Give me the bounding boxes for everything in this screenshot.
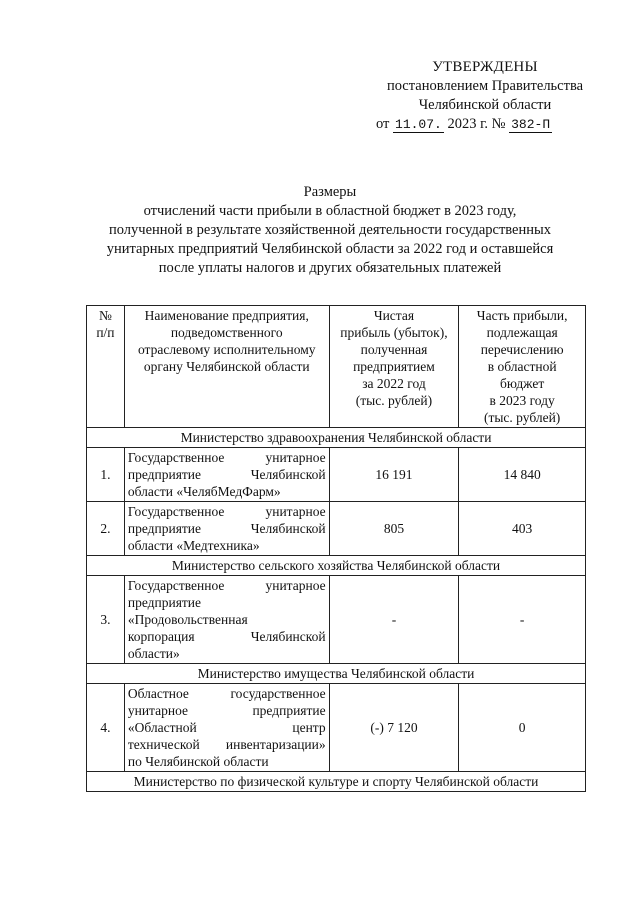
approval-heading: УТВЕРЖДЕНЫ [432, 59, 538, 75]
header-line: бюджет [500, 376, 545, 391]
name-word: Государственное [127, 450, 225, 465]
profit-share-value: 403 [459, 502, 586, 556]
header-line: отраслевому исполнительному [137, 342, 316, 357]
header-line: предприятием [353, 359, 435, 374]
name-word: государственное [230, 686, 326, 701]
header-line: Часть прибыли, [476, 308, 568, 323]
enterprise-name [124, 448, 329, 502]
title-line-3: полученной в результате хозяйственной деятельности государственных [108, 222, 551, 238]
table-header-row [87, 306, 586, 428]
profit-table [86, 305, 586, 792]
name-word: унитарное [265, 578, 326, 593]
approval-date-line [360, 115, 610, 134]
header-line: Наименование предприятия, [144, 308, 309, 323]
name-word: Государственное [127, 578, 225, 593]
enterprise-name-line [128, 503, 326, 520]
header-line: в 2023 году [489, 393, 555, 408]
profit-share-value: 0 [459, 684, 586, 772]
header-line: перечислению [480, 342, 564, 357]
name-word: унитарное [265, 450, 326, 465]
ministry-name: Министерство сельского хозяйства Челябинской области [87, 556, 586, 576]
approval-block [360, 58, 610, 134]
table-row [87, 684, 586, 772]
name-word: предприятие [127, 595, 202, 610]
name-word: Государственное [127, 504, 225, 519]
enterprise-name-line [128, 702, 326, 719]
enterprise-name-line [128, 466, 326, 483]
row-number: 4. [87, 684, 125, 772]
decree-number: 382-П [511, 117, 551, 132]
header-line: прибыль (убыток), [340, 325, 448, 340]
name-word: корпорация [127, 629, 195, 644]
header-enterprise-name [124, 306, 329, 428]
enterprise-name-line [128, 753, 326, 770]
table-row [87, 502, 586, 556]
header-line: (тыс. рублей) [355, 393, 433, 408]
name-word: по Челябинской области [127, 754, 269, 769]
name-word: технической [127, 737, 200, 752]
year-part: 2023 г. № [447, 116, 506, 132]
ministry-row [87, 772, 586, 792]
name-word: Областное [127, 686, 189, 701]
name-word: «Продовольственная [127, 612, 248, 627]
title-line-1: Размеры [303, 184, 357, 200]
ministry-name: Министерство здравоохранения Челябинской области [87, 428, 586, 448]
enterprise-name [124, 502, 329, 556]
header-line: № [98, 308, 112, 323]
table-body [87, 428, 586, 792]
name-word: области «Медтехника» [127, 538, 260, 553]
enterprise-name-line [128, 537, 326, 554]
title-line-5: после уплаты налогов и других обязательных платежей [158, 260, 502, 276]
enterprise-name-line [128, 719, 326, 736]
name-word: Челябинской [250, 629, 326, 644]
header-line: подлежащая [486, 325, 558, 340]
enterprise-name-line [128, 736, 326, 753]
name-word: Челябинской [250, 467, 326, 482]
header-net-profit [329, 306, 459, 428]
name-word: инвентаризации» [225, 737, 326, 752]
enterprise-name-line [128, 483, 326, 500]
profit-share-value: - [459, 576, 586, 664]
name-word: предприятие [127, 521, 202, 536]
ministry-row [87, 664, 586, 684]
net-profit-value: 16 191 [329, 448, 459, 502]
name-word: области» [127, 646, 180, 661]
ministry-row [87, 556, 586, 576]
header-profit-share [459, 306, 586, 428]
title-line-2: отчислений части прибыли в областной бюджет в 2023 году, [143, 203, 517, 219]
enterprise-name [124, 684, 329, 772]
enterprise-name-line [128, 645, 326, 662]
title-line-4: унитарных предприятий Челябинской области за 2022 год и оставшейся [106, 241, 554, 257]
enterprise-name-line [128, 577, 326, 594]
header-line: полученная [360, 342, 428, 357]
document-title [60, 183, 600, 278]
header-line: в областной [487, 359, 557, 374]
header-line: Чистая [373, 308, 415, 323]
row-number: 3. [87, 576, 125, 664]
ministry-name: Министерство имущества Челябинской области [87, 664, 586, 684]
name-word: предприятие [127, 467, 202, 482]
name-word: центр [292, 720, 326, 735]
enterprise-name-line [128, 520, 326, 537]
name-word: области «ЧелябМедФарм» [127, 484, 281, 499]
net-profit-value: 805 [329, 502, 459, 556]
approval-line-1: постановлением Правительства [386, 78, 584, 94]
header-line: за 2022 год [362, 376, 426, 391]
approval-line-2: Челябинской области [418, 97, 552, 113]
enterprise-name-line [128, 611, 326, 628]
header-line: органу Челябинской области [143, 359, 310, 374]
name-word: унитарное [265, 504, 326, 519]
name-word: Челябинской [250, 521, 326, 536]
enterprise-name [124, 576, 329, 664]
header-line: (тыс. рублей) [483, 410, 561, 425]
net-profit-value: - [329, 576, 459, 664]
enterprise-name-line [128, 449, 326, 466]
table-row [87, 448, 586, 502]
row-number: 2. [87, 502, 125, 556]
enterprise-name-line [128, 628, 326, 645]
header-line: п/п [96, 325, 115, 340]
enterprise-name-line [128, 685, 326, 702]
profit-share-value: 14 840 [459, 448, 586, 502]
name-word: предприятие [252, 703, 326, 718]
ministry-row [87, 428, 586, 448]
date-value: 11.07. [395, 117, 442, 132]
header-line: подведомственного [170, 325, 283, 340]
enterprise-name-line [128, 594, 326, 611]
row-number: 1. [87, 448, 125, 502]
ministry-name: Министерство по физической культуре и спорту Челябинской области [87, 772, 586, 792]
name-word: «Областной [127, 720, 197, 735]
name-word: унитарное [127, 703, 188, 718]
table-row [87, 576, 586, 664]
header-number [87, 306, 125, 428]
net-profit-value: (-) 7 120 [329, 684, 459, 772]
date-prefix: от [376, 116, 390, 132]
